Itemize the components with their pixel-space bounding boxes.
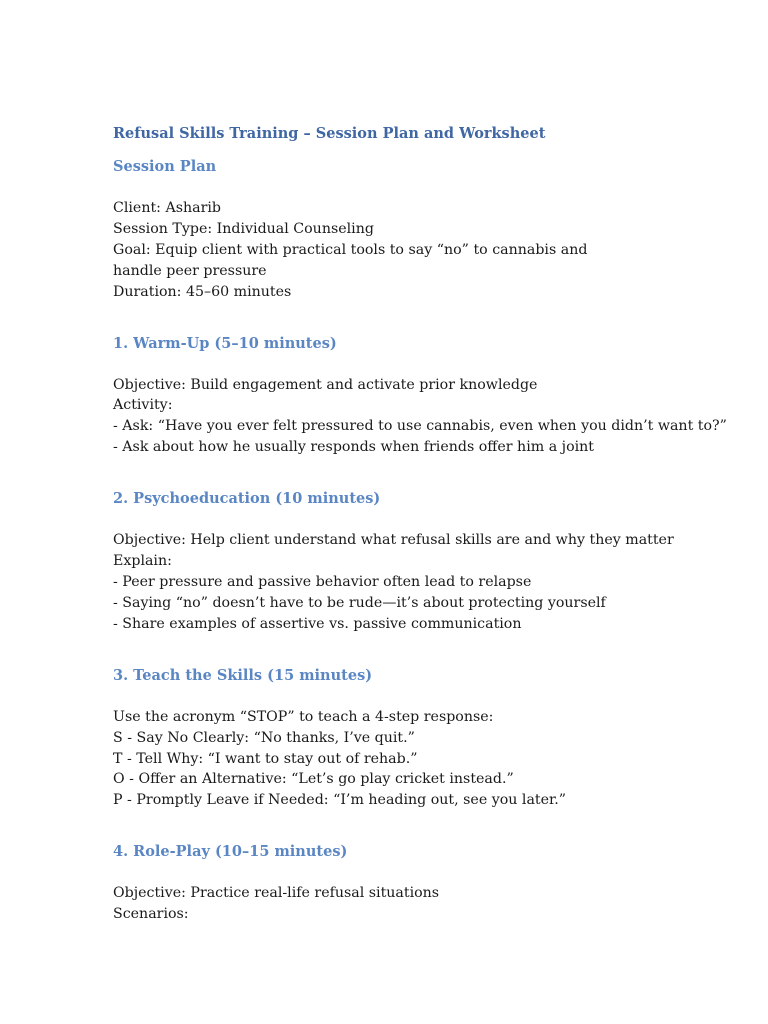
section-heading: 4. Role-Play (10–15 minutes) xyxy=(113,843,348,861)
section-line: Scenarios: xyxy=(113,906,189,923)
section-line: P - Promptly Leave if Needed: “I’m heading out, see you later.” xyxy=(113,792,567,809)
document-title: Refusal Skills Training – Session Plan and Worksheet xyxy=(113,125,546,142)
section-line: Explain: xyxy=(113,553,172,570)
session-type-line: Session Type: Individual Counseling xyxy=(113,220,374,237)
goal-line: Goal: Equip client with practical tools to say “no” to cannabis and handle peer pressure xyxy=(113,241,588,279)
section-line: Objective: Build engagement and activate prior knowledge xyxy=(113,376,538,393)
section-line: Use the acronym “STOP” to teach a 4-step response: xyxy=(113,708,494,725)
section-role-play xyxy=(113,842,713,925)
section-psychoeducation xyxy=(113,489,713,635)
section-heading: 1. Warm-Up (5–10 minutes) xyxy=(113,334,337,352)
section-line: - Ask about how he usually responds when friends offer him a joint xyxy=(113,439,594,456)
client-line: Client: Asharib xyxy=(113,200,221,216)
section-line: - Saying “no” doesn’t have to be rude—it’s about protecting yourself xyxy=(113,594,606,611)
client-info xyxy=(113,198,713,303)
section-teach-skills xyxy=(113,666,713,812)
section-warm-up xyxy=(113,334,727,459)
section-line: Objective: Help client understand what refusal skills are and why they matter xyxy=(113,532,674,549)
section-line: Objective: Practice real-life refusal situations xyxy=(113,885,440,902)
document-page xyxy=(113,124,727,925)
section-heading: 2. Psychoeducation (10 minutes) xyxy=(113,490,381,508)
section-line: - Ask: “Have you ever felt pressured to use cannabis, even when you didn’t want to?” xyxy=(113,418,727,435)
section-line: T - Tell Why: “I want to stay out of rehab.” xyxy=(113,750,418,767)
session-plan-subtitle: Session Plan xyxy=(113,158,217,175)
section-line: Activity: xyxy=(113,397,173,414)
section-heading: 3. Teach the Skills (15 minutes) xyxy=(113,666,373,684)
section-line: S - Say No Clearly: “No thanks, I’ve quit.” xyxy=(113,729,415,746)
section-line: - Peer pressure and passive behavior often lead to relapse xyxy=(113,573,532,590)
section-line: - Share examples of assertive vs. passive communication xyxy=(113,615,522,632)
duration-line: Duration: 45–60 minutes xyxy=(113,283,292,300)
section-line: O - Offer an Alternative: “Let’s go play cricket instead.” xyxy=(113,771,514,788)
